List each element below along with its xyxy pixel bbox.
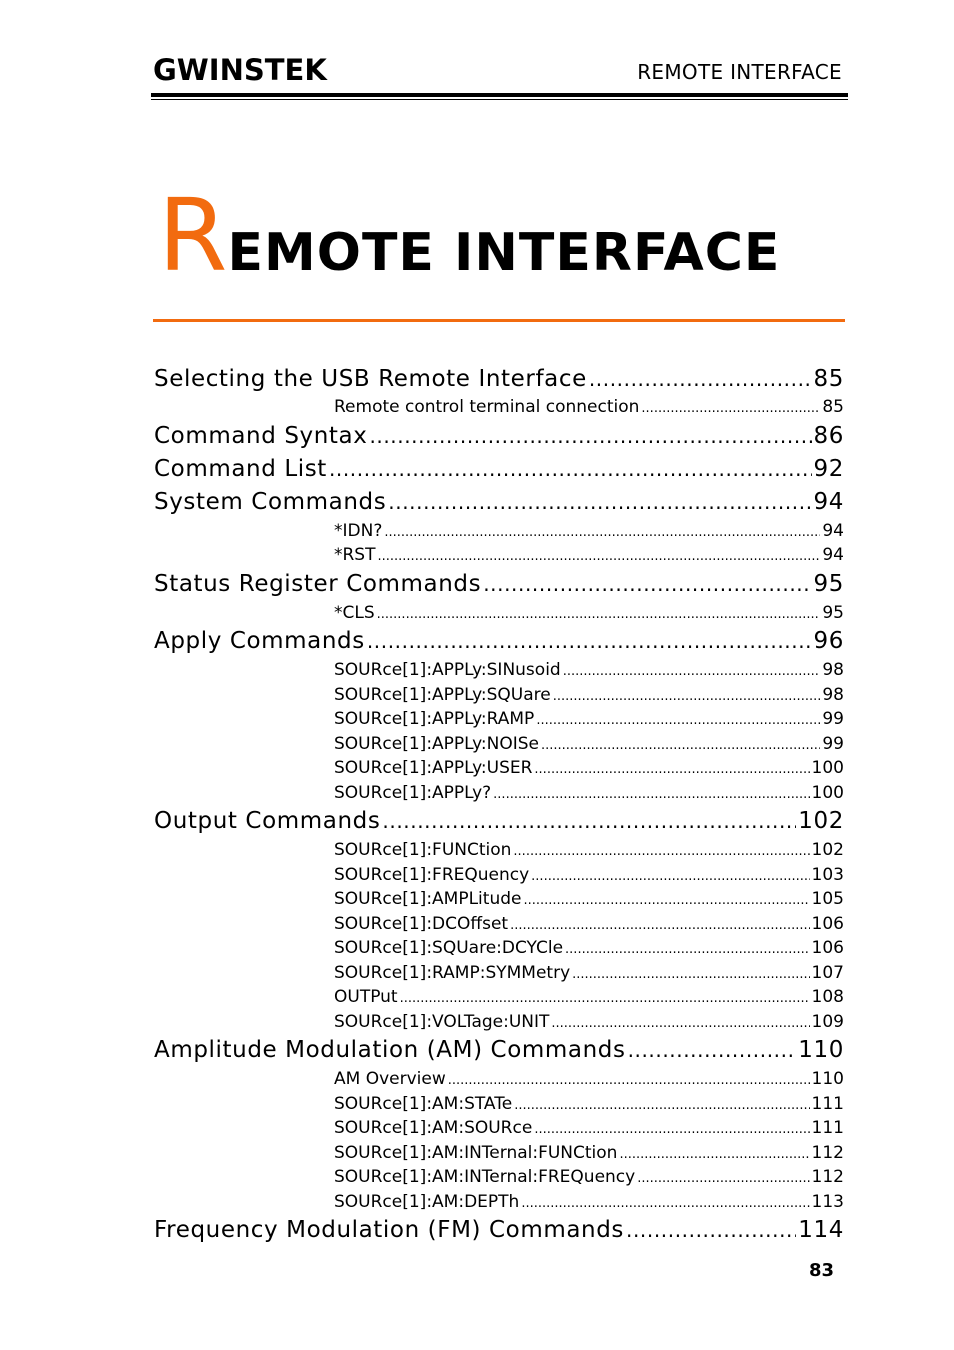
toc-entry-title: SOURce[1]:AM:STATe: [334, 1093, 513, 1114]
toc-entry-title: SOURce[1]:APPLy:USER: [334, 758, 533, 778]
toc-section-entry[interactable]: [154, 568, 844, 601]
toc-subsection-entry[interactable]: [154, 936, 844, 961]
toc-entry-title: Amplitude Modulation (AM) Commands: [154, 1037, 626, 1063]
toc-entry-page: 94: [813, 488, 844, 515]
toc-entry-title: Remote control terminal connection: [334, 397, 640, 417]
toc-leader-dots: [521, 1192, 809, 1217]
toc-entry-title: SOURce[1]:APPLy:RAMP: [334, 709, 535, 729]
toc-entry-page: 100: [811, 782, 844, 803]
toc-subsection-entry[interactable]: [154, 1165, 844, 1190]
toc-subsection-entry[interactable]: [154, 985, 844, 1010]
toc-entry-page: 96: [813, 628, 844, 654]
toc-entry-page: 100: [811, 758, 844, 778]
toc-entry-title: AM Overview: [334, 1069, 446, 1089]
toc-subsection-entry[interactable]: [154, 658, 844, 683]
toc-leader-dots: [523, 889, 809, 914]
toc-subsection-entry[interactable]: [154, 395, 844, 420]
page-number: 83: [808, 1260, 834, 1281]
toc-entry-title: SOURce[1]:APPLy:NOISe: [334, 733, 539, 754]
toc-leader-dots: [637, 1167, 809, 1192]
toc-entry-title: SOURce[1]:APPLy:SINusoid: [334, 660, 561, 680]
toc-entry-page: 111: [811, 1093, 844, 1114]
toc-section-entry[interactable]: [154, 364, 844, 395]
toc-entry-page: 114: [798, 1217, 844, 1243]
toc-section-entry[interactable]: [154, 625, 844, 658]
toc-entry-page: 102: [798, 808, 844, 834]
running-header-title: REMOTE INTERFACE: [637, 60, 842, 84]
toc-leader-dots: [377, 603, 821, 628]
toc-subsection-entry[interactable]: [154, 683, 844, 708]
toc-entry-title: *CLS: [334, 602, 375, 623]
toc-entry-title: *IDN?: [334, 520, 383, 541]
toc-leader-dots: [531, 865, 809, 890]
toc-entry-title: SOURce[1]:AM:DEPTh: [334, 1191, 520, 1212]
toc-leader-dots: [382, 805, 796, 838]
toc-subsection-entry[interactable]: [154, 887, 844, 912]
toc-entry-page: 85: [813, 366, 844, 392]
toc-subsection-entry[interactable]: [154, 1141, 844, 1166]
toc-entry-page: 95: [822, 602, 844, 623]
toc-entry-title: Apply Commands: [154, 628, 365, 654]
toc-subsection-entry[interactable]: [154, 961, 844, 986]
toc-leader-dots: [619, 1143, 809, 1168]
chapter-title-rest: EMOTE INTERFACE: [227, 223, 781, 283]
toc-entry-page: 111: [811, 1118, 844, 1138]
toc-entry-title: System Commands: [154, 488, 387, 515]
toc-entry-title: OUTPut: [334, 987, 398, 1007]
toc-entry-page: 94: [822, 545, 844, 565]
toc-entry-page: 99: [822, 733, 844, 754]
chapter-initial: R: [158, 177, 228, 294]
toc-leader-dots: [553, 685, 821, 710]
toc-leader-dots: [589, 364, 812, 395]
toc-subsection-entry[interactable]: [154, 912, 844, 937]
toc-entry-title: Status Register Commands: [154, 570, 482, 597]
toc-leader-dots: [369, 420, 811, 453]
toc-subsection-entry[interactable]: [154, 1092, 844, 1117]
toc-subsection-entry[interactable]: [154, 543, 844, 568]
toc-subsection-entry[interactable]: [154, 756, 844, 781]
toc-entry-page: 95: [813, 570, 844, 597]
toc-entry-page: 112: [811, 1142, 844, 1163]
toc-entry-title: SOURce[1]:FREQuency: [334, 864, 530, 885]
toc-subsection-entry[interactable]: [154, 863, 844, 888]
toc-section-entry[interactable]: [154, 1034, 844, 1067]
toc-entry-title: Selecting the USB Remote Interface: [154, 366, 587, 392]
toc-leader-dots: [628, 1034, 797, 1067]
toc-leader-dots: [514, 1094, 809, 1119]
toc-entry-page: 85: [822, 397, 844, 417]
toc-leader-dots: [563, 660, 821, 685]
toc-leader-dots: [534, 1118, 809, 1143]
toc-section-entry[interactable]: [154, 1214, 844, 1247]
toc-leader-dots: [367, 625, 812, 658]
toc-entry-title: Command List: [154, 455, 327, 482]
toc-entry-title: SOURce[1]:RAMP:SYMMetry: [334, 962, 571, 983]
toc-entry-title: Command Syntax: [154, 422, 368, 449]
toc-subsection-entry[interactable]: [154, 707, 844, 732]
toc-subsection-entry[interactable]: [154, 1190, 844, 1215]
toc-subsection-entry[interactable]: [154, 1067, 844, 1092]
toc-subsection-entry[interactable]: [154, 519, 844, 544]
toc-entry-page: 110: [811, 1069, 844, 1089]
toc-entry-page: 98: [822, 660, 844, 680]
toc-subsection-entry[interactable]: [154, 732, 844, 757]
toc-entry-page: 99: [822, 709, 844, 729]
toc-entry-page: 98: [822, 684, 844, 705]
toc-leader-dots: [493, 783, 809, 808]
toc-entry-page: 103: [811, 864, 844, 885]
toc-entry-page: 94: [822, 520, 844, 541]
toc-entry-title: SOURce[1]:AM:SOURce: [334, 1118, 533, 1138]
toc-leader-dots: [448, 1069, 810, 1094]
toc-entry-title: *RST: [334, 545, 376, 565]
toc-entry-page: 86: [813, 422, 844, 449]
toc-leader-dots: [384, 521, 820, 546]
gwinstek-logo: GWINSTEK: [153, 53, 327, 87]
chapter-title: [158, 177, 781, 294]
table-of-contents: [154, 364, 844, 1247]
toc-leader-dots: [510, 914, 809, 939]
toc-entry-title: Output Commands: [154, 808, 381, 834]
toc-leader-dots: [483, 568, 811, 601]
toc-section-entry[interactable]: [154, 420, 844, 453]
toc-subsection-entry[interactable]: [154, 1116, 844, 1141]
toc-section-entry[interactable]: [154, 805, 844, 838]
toc-leader-dots: [551, 1012, 809, 1037]
toc-subsection-entry[interactable]: [154, 601, 844, 626]
toc-leader-dots: [388, 486, 811, 519]
toc-subsection-entry[interactable]: [154, 1010, 844, 1035]
toc-entry-page: 107: [811, 962, 844, 983]
toc-entry-title: SOURce[1]:FUNCtion: [334, 840, 512, 860]
toc-entry-page: 113: [811, 1191, 844, 1212]
toc-entry-title: SOURce[1]:AM:INTernal:FREQuency: [334, 1167, 636, 1187]
toc-entry-title: SOURce[1]:APPLy?: [334, 782, 492, 803]
toc-leader-dots: [378, 545, 821, 570]
toc-leader-dots: [536, 709, 820, 734]
toc-entry-page: 92: [813, 455, 844, 482]
toc-entry-page: 102: [811, 840, 844, 860]
toc-leader-dots: [565, 938, 810, 963]
toc-leader-dots: [513, 840, 809, 865]
header-rule-thin: [151, 99, 848, 100]
toc-entry-title: SOURce[1]:VOLTage:UNIT: [334, 1011, 550, 1032]
toc-leader-dots: [626, 1214, 796, 1247]
toc-entry-page: 110: [798, 1037, 844, 1063]
toc-leader-dots: [572, 963, 809, 988]
toc-entry-page: 106: [811, 938, 844, 958]
toc-subsection-entry[interactable]: [154, 781, 844, 806]
toc-entry-page: 108: [811, 987, 844, 1007]
toc-subsection-entry[interactable]: [154, 838, 844, 863]
toc-entry-title: SOURce[1]:SQUare:DCYCle: [334, 938, 564, 958]
toc-leader-dots: [641, 397, 820, 422]
chapter-rule: [153, 319, 845, 322]
toc-entry-title: SOURce[1]:APPLy:SQUare: [334, 684, 551, 705]
toc-section-entry[interactable]: [154, 453, 844, 486]
toc-leader-dots: [541, 734, 820, 759]
toc-leader-dots: [534, 758, 809, 783]
toc-entry-title: SOURce[1]:AM:INTernal:FUNCtion: [334, 1142, 618, 1163]
toc-leader-dots: [329, 453, 812, 486]
toc-leader-dots: [400, 987, 810, 1012]
toc-entry-title: Frequency Modulation (FM) Commands: [154, 1217, 625, 1243]
toc-entry-title: SOURce[1]:AMPLitude: [334, 889, 522, 909]
toc-section-entry[interactable]: [154, 486, 844, 519]
header-rule-thick: [151, 93, 848, 97]
toc-entry-page: 106: [811, 913, 844, 934]
toc-entry-page: 112: [811, 1167, 844, 1187]
toc-entry-page: 105: [811, 889, 844, 909]
toc-entry-title: SOURce[1]:DCOffset: [334, 913, 509, 934]
toc-entry-page: 109: [811, 1011, 844, 1032]
